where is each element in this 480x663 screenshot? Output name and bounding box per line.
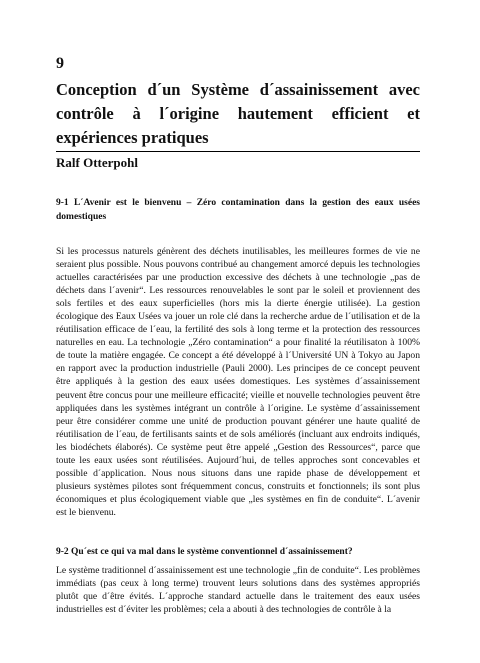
section-1-body: Si les processus naturels génèrent des déchets inutilisables, les meilleures formes de vie ne seraient plus possible. Nous pouvons contribué au changement amorcé depuis les technologies actuelles caractérisées par une production excessive des déchets à une technologie „pas de déchets dans l´avenir“. Les ressources renouvelables le sont par le soleil et proviennent des sols fertiles et des eaux superficielles (hors mis la dierte énergie utilisée). La gestion écologique des Eaux Usées va jouer un role clé dans la recherche ardue de l´utilisation et de la réutilisation efficace de l´eau, la fertilité des sols à long terme et la protection des ressources naturelles en eau. La technologie „Zéro contamination“ a pour finalité la réutilisaton à 100% de toute la matière engagée. Ce concept a été développé à l´Université UN à Tokyo au Japon en rapport avec la production industrielle (Pauli 2000). Les principes de ce concept peuvent être appliqués à la gestion des eaux usées domestiques. Les systèmes d´assainissement peuvent être concus pour une meilleure efficacité; vieille et nouvelle technologies peuvent être appliquées dans les systèmes intégrant un contrôle à l´origine. Le système d´assainissement peur être considérer comme une unité de production pouvant générer une haute qualité de réutilisation de l´eau, de fertilisants saints et de sols améliorés (incluant aux endroits indiqués, les biodéchets élaborés). Ce système peut être appelé „Gestion des Ressources“, parce que toute les eaux usées sont réutilisées. Aujourd´hui, de telles approches sont concevables et possible d´application. Nous nous situons dans une rapide phase de développement et plusieurs systèmes pilotes sont fréquemment concus, construits et fonctionnels; ils sont plus économiques et plus écologiquement viable que „les systèmes en fin de conduite“. L´avenir est le bienvenu.: [56, 246, 420, 518]
section-2-body: Le système traditionnel d´assainissement est une technologie „fin de conduite“. Les problèmes immédiats (pas ceux à long terme) trouvent leurs solutions dans des systèmes appropriés plutôt que d´être évités. L´approche standard actuelle dans le traitement des eaux usées industrielles est d´éviter les problèmes; cela a abouti à des technologies de contrôle à la: [56, 565, 420, 616]
chapter-number: 9: [56, 55, 64, 72]
chapter-title: Conception d´un Système d´assainissement avec contrôle à l´origine hautement efficient et expériences pratiques: [56, 80, 420, 147]
title-rule: [56, 151, 420, 152]
section-1-heading: 9-1 L´Avenir est le bienvenu – Zéro contamination dans la gestion des eaux usées domestiques: [56, 198, 420, 222]
section-2-heading: 9-2 Qu´est ce qui va mal dans le système conventionnel d´assainissement?: [56, 547, 353, 557]
author-name: Ralf Otterpohl: [56, 155, 138, 170]
